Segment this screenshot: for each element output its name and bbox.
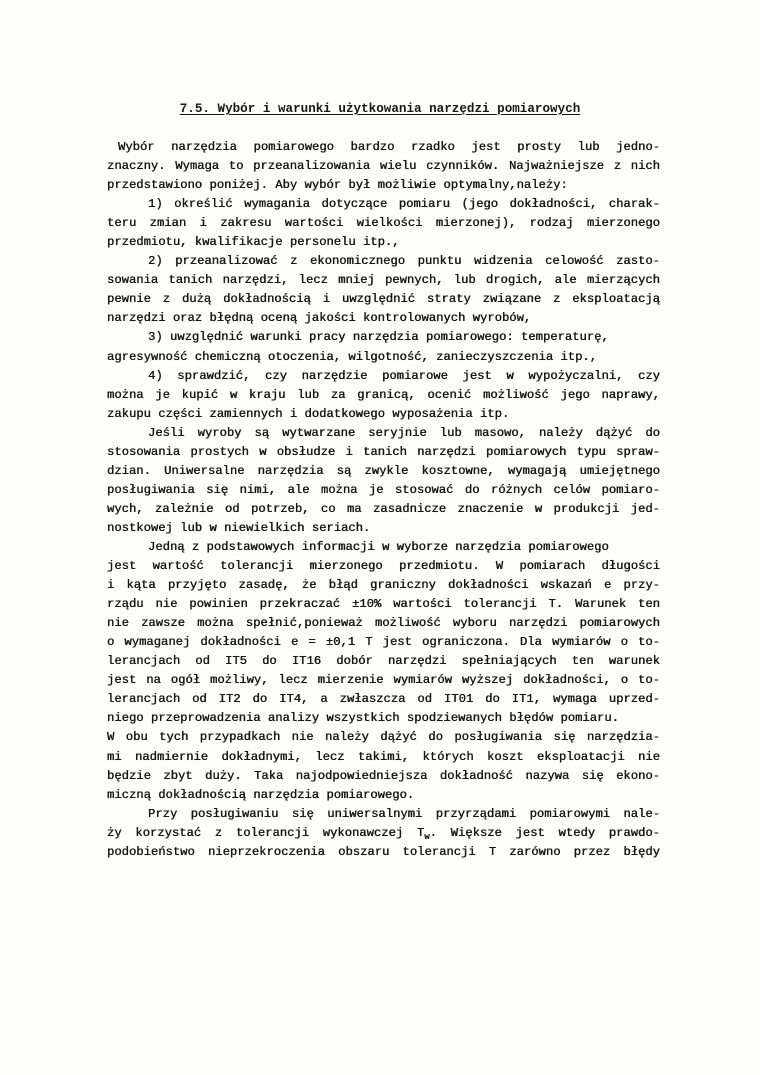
paragraph-first-line: Jedną z podstawowych informacji w wyborze narzędzia pomiarowego [148,539,609,554]
text-line: nostkowej lub w niewielkich seriach. [107,520,371,535]
text-line: lerancjach od IT5 do IT16 dobór narzędzi spełniających ten warunek [107,654,660,669]
text-line: i kąta przyjęto zasadę, że błąd graniczny dokładności wskazań e przy- [107,578,660,593]
text-line: posługiwania się nimi, ale można je stosować do różnych celów pomiaro- [107,482,660,497]
text-line: Wybór narzędzia pomiarowego bardzo rzadko jest prosty lub jedno- [118,140,660,154]
text-line: narzędzi oraz błędną oceną jakości kontrolowanych wyrobów, [107,311,532,326]
paragraph-first-line: Przy posługiwaniu się uniwersalnymi przyrządami pomiarowymi nale- [148,806,660,821]
text-line: lerancjach od IT2 do IT4, a zwłaszcza od IT01 do IT1, wymaga uprzed- [107,692,660,707]
text-line: zakupu części zamiennych i dodatkowego wyposażenia itp. [107,406,510,421]
text-line: mi nadmiernie dokładnymi, lecz takimi, których koszt eksploatacji nie [107,749,660,764]
text-line-with-subscript [107,824,660,843]
text-line: sowania tanich narzędzi, lecz mniej pewnych, lub drogich, ale mierzących [107,273,660,288]
text-line: będzie zbyt duży. Taka najodpowiedniejsza dokładność nazywa się ekono- [107,768,660,783]
text-fragment: . Większe jest wtedy prawdo- [429,825,660,840]
text-line: teru zmian i zakresu wartości wielkości mierzonej), rodzaj mierzonego [107,216,660,231]
text-line: przedmiotu, kwalifikacje personelu itp., [107,235,400,250]
list-item-line: 1) określić wymagania dotyczące pomiaru (jego dokładności, charak- [148,197,660,212]
text-line: podobieństwo nieprzekroczenia obszaru tolerancji T zarówno przez błędy [107,844,660,859]
text-line: agresywność chemiczną otoczenia, wilgotność, zanieczyszczenia itp., [107,349,598,364]
text-line: można je kupić w kraju lub za granicą, ocenić możliwość jego naprawy, [107,387,660,402]
paragraph-first-line: Jeśli wyroby są wytwarzane seryjnie lub masowo, należy dążyć do [148,425,660,440]
text-line: jest na ogół możliwy, lecz mierzenie wymiarów wyższej dokładności, o to- [107,673,660,688]
text-line: dzian. Uniwersalne narzędzia są zwykle kosztowne, wymagają umiejętnego [107,463,660,478]
list-item-line: 3) uwzględnić warunki pracy narzędzia pomiarowego: temperaturę, [148,330,609,345]
text-line: stosowania prostych w obsłudze i tanich narzędzi pomiarowych typu spraw- [107,444,660,459]
text-line: o wymaganej dokładności e = ±0,1 T jest ograniczona. Dla wymiarów o to- [107,635,660,650]
text-line: jest wartość tolerancji mierzonego przedmiotu. W pomiarach długości [107,559,660,574]
section-title: 7.5. Wybór i warunki użytkowania narzędzi pomiarowych [179,102,581,116]
text-line: nie zawsze można spełnić,ponieważ możliwość wyboru narzędzi pomiarowych [107,616,660,631]
text-line: wych, zależnie od potrzeb, co ma zasadnicze znaczenie w produkcji jed- [107,501,660,516]
text-line: rządu nie powinien przekraczać ±10% wartości tolerancji T. Warunek ten [107,597,660,612]
text-line: pewnie z dużą dokładnością i uwzględnić straty związane z eksploatacją [107,292,660,307]
document-body [107,138,660,862]
text-line: przedstawiono poniżej. Aby wybór był możliwie optymalny,należy: [107,178,568,193]
text-line: miczną dokładnością narzędzia pomiarowego. [107,787,415,802]
text-line: W obu tych przypadkach nie należy dążyć do posługiwania się narzędzia- [107,730,660,745]
text-line: znaczny. Wymaga to przeanalizowania wielu czynników. Najważniejsze z nich [107,159,660,174]
list-item-line: 4) sprawdzić, czy narzędzie pomiarowe jest w wypożyczalni, czy [148,368,660,383]
list-item-line: 2) przeanalizować z ekonomicznego punktu widzenia celowość zasto- [148,254,660,269]
subscript: w [424,831,430,842]
text-line: niego przeprowadzenia analizy wszystkich spodziewanych błędów pomiaru. [107,711,619,726]
text-fragment: ży korzystać z tolerancji wykonawczej T [107,825,425,840]
